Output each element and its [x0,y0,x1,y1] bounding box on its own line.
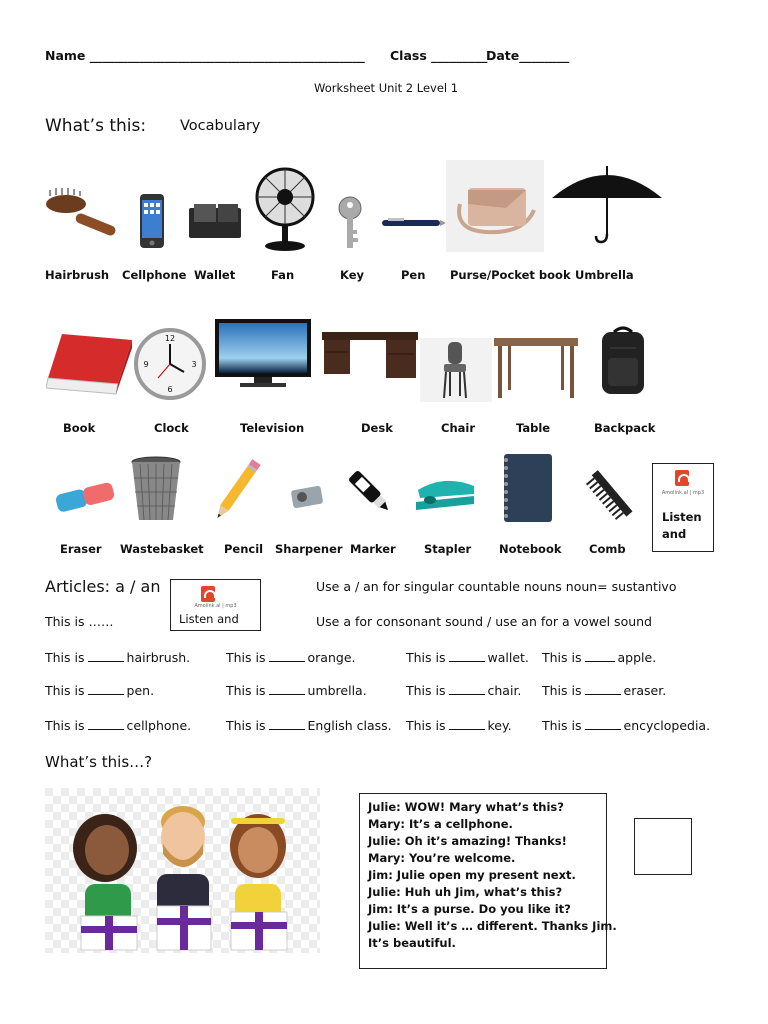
dialogue-line: Julie: Well it’s … different. Thanks Jim. [368,919,617,933]
television-image [214,318,312,390]
section-title-whats-this: What’s this: [45,116,147,136]
wallet-image [188,202,244,240]
answer-blank[interactable] [269,719,305,730]
answer-blank[interactable] [449,684,485,695]
desk-image [322,332,418,380]
exercise-sentence[interactable]: This is eraser. [542,683,667,698]
article-rule: Use a for consonant sound / use an for a vowel sound [316,614,652,629]
dialogue-line: Julie: Huh uh Jim, what’s this? [368,885,563,899]
fan-image [254,166,316,252]
articles-title: Articles: a / an [45,577,161,596]
answer-blank[interactable] [585,684,621,695]
dialogue-line: Jim: Julie open my present next. [368,868,576,882]
vocab-label: Umbrella [575,268,634,282]
answer-blank[interactable] [88,719,124,730]
answer-blank[interactable] [449,719,485,730]
svg-text:12: 12 [164,334,176,343]
audio-label: Listen and [179,612,239,626]
exercise-sentence[interactable]: This is apple. [542,650,657,665]
answer-blank[interactable] [585,719,621,730]
notebook-image [500,452,554,524]
answer-blank[interactable] [88,651,124,662]
stapler-image [414,474,476,514]
article-rule: Use a / an for singular countable nouns noun= sustantivo [316,579,677,594]
dialogue-box [359,793,617,969]
hairbrush-image [44,188,120,238]
exercise-sentence[interactable]: This is orange. [226,650,356,665]
backpack-image [596,326,650,398]
dialogue-line: Jim: It’s a purse. Do you like it? [368,902,571,916]
section-title-whats-this-2: What’s this…? [45,753,153,771]
headphones-icon [201,586,215,602]
vocab-label: Wallet [194,268,236,282]
key-image [338,196,362,252]
vocab-label: Backpack [594,421,656,435]
marker-image [340,462,398,520]
answer-blank[interactable] [269,651,305,662]
class-line[interactable]: Class _________ [390,48,488,63]
exercise-sentence[interactable]: This is cellphone. [45,718,192,733]
dialogue-line: Julie: Oh it’s amazing! Thanks! [368,834,567,848]
vocab-label: Desk [361,421,393,435]
answer-blank[interactable] [88,684,124,695]
vocab-label: Eraser [60,542,102,556]
book-image [46,332,132,400]
exercise-sentence[interactable]: This is chair. [406,683,522,698]
empty-answer-box[interactable] [634,818,692,875]
svg-text:9: 9 [143,360,149,369]
exercise-sentence[interactable]: This is hairbrush. [45,650,191,665]
exercise-sentence[interactable]: This is English class. [226,718,392,733]
clock-image [134,328,206,400]
comb-image [578,464,636,526]
pen-image [378,214,446,232]
vocab-label: Chair [441,421,476,435]
table-image [494,336,578,400]
vocab-label: Fan [271,268,295,282]
svg-text:6: 6 [167,385,173,394]
vocab-label: Book [63,421,96,435]
audio-caption: Amolink.al | mp3 [194,603,237,609]
dialogue-line: Mary: You’re welcome. [368,851,516,865]
audio-caption: Amolink.al | mp3 [661,490,705,496]
vocab-label: Comb [589,542,626,556]
vocab-label: Notebook [499,542,562,556]
exercise-sentence[interactable]: This is pen. [45,683,155,698]
pencil-image [210,454,264,526]
exercise-sentence[interactable]: This is encyclopedia. [542,718,711,733]
vocab-label: Key [340,268,365,282]
svg-text:3: 3 [191,360,197,369]
vocab-label: Pencil [224,542,264,556]
audio-box[interactable] [652,463,714,552]
dialogue-line: Julie: WOW! Mary what’s this? [368,800,564,814]
exercise-sentence[interactable]: This is key. [406,718,512,733]
vocab-label: Stapler [424,542,472,556]
exercise-sentence[interactable]: This is wallet. [406,650,529,665]
vocab-label: Pen [401,268,426,282]
audio-label: Listen [662,510,702,524]
exercise-sentence[interactable]: This is umbrella. [226,683,367,698]
chair-image [420,338,492,402]
audio-label: and [662,527,687,541]
vocab-label: Marker [350,542,396,556]
vocab-label: Wastebasket [120,542,204,556]
this-is-example: This is …… [45,614,114,629]
audio-box[interactable] [170,579,261,631]
vocab-label: Clock [154,421,189,435]
wastebasket-image [130,456,182,524]
answer-blank[interactable] [585,651,615,662]
vocab-label: Cellphone [122,268,187,282]
worksheet-subtitle: Worksheet Unit 2 Level 1 [314,81,459,95]
dialogue-line: Mary: It’s a cellphone. [368,817,513,831]
vocab-label: Television [240,421,305,435]
umbrella-image [550,162,664,246]
eraser-image [54,480,118,514]
vocab-label: Table [516,421,551,435]
dialogue-line: It’s beautiful. [368,936,456,950]
vocab-label: Purse/Pocket book [450,268,571,282]
answer-blank[interactable] [269,684,305,695]
section-subtitle-vocabulary: Vocabulary [180,118,261,134]
vocab-label: Hairbrush [45,268,110,282]
purse-image [446,160,544,252]
answer-blank[interactable] [449,651,485,662]
date-line[interactable]: Date________ [486,48,570,63]
name-line[interactable]: Name ____________________________________________ [45,48,365,63]
cellphone-image [138,193,166,249]
characters-illustration [45,788,320,953]
sharpener-image [288,482,328,512]
vocab-label: Sharpener [275,542,343,556]
headphones-icon [675,470,689,486]
